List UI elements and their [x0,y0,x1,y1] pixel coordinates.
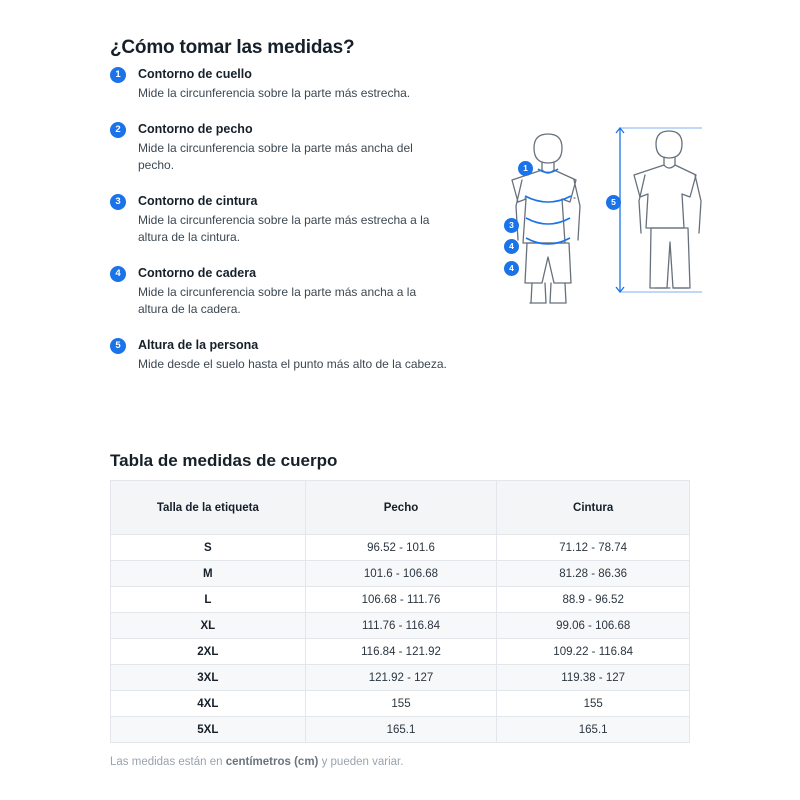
list-item [110,193,450,246]
cell-chest: 96.52 - 101.6 [305,535,497,561]
figure-badge-height: 5 [606,195,621,210]
cell-waist: 81.28 - 86.36 [497,561,690,587]
step-description: Mide desde el suelo hasta el punto más alto de la cabeza. [138,357,447,371]
cell-size: M [111,561,306,587]
cell-size: S [111,535,306,561]
cell-chest: 165.1 [305,717,497,743]
table-row [111,561,690,587]
cell-waist: 165.1 [497,717,690,743]
table-row [111,613,690,639]
cell-size: 5XL [111,717,306,743]
table-row [111,691,690,717]
column-header-chest: Pecho [305,481,497,535]
cell-chest: 121.92 - 127 [305,665,497,691]
cell-waist: 88.9 - 96.52 [497,587,690,613]
table-header-row [111,481,690,535]
cell-chest: 155 [305,691,497,717]
cell-size: XL [111,613,306,639]
step-title: Contorno de cadera [138,266,257,280]
cell-size: 2XL [111,639,306,665]
cell-waist: 109.22 - 116.84 [497,639,690,665]
step-description: Mide la circunferencia sobre la parte más ancha a la altura de la cadera. [138,285,417,316]
list-item [110,121,450,174]
cell-waist: 119.38 - 127 [497,665,690,691]
table-row [111,717,690,743]
table-row [111,665,690,691]
cell-chest: 116.84 - 121.92 [305,639,497,665]
cell-chest: 106.68 - 111.76 [305,587,497,613]
figure-badge-chest: 3 [504,218,519,233]
step-number-badge: 1 [110,67,126,83]
footnote-after: y pueden variar. [318,756,404,768]
column-header-size: Talla de la etiqueta [111,481,306,535]
step-description: Mide la circunferencia sobre la parte más estrecha a la altura de la cintura. [138,213,430,244]
step-title: Altura de la persona [138,338,259,352]
page-title: ¿Cómo tomar las medidas? [110,36,355,58]
step-title: Contorno de cintura [138,194,258,208]
table-row [111,587,690,613]
measurements-table-wrapper [110,480,690,743]
measurements-table [110,480,690,743]
step-number-badge: 5 [110,338,126,354]
footnote-before: Las medidas están en [110,756,226,768]
step-title: Contorno de pecho [138,122,253,136]
step-description: Mide la circunferencia sobre la parte más estrecha. [138,86,411,100]
step-title: Contorno de cuello [138,67,252,81]
measure-steps-list [110,66,450,373]
figure-badge-neck: 1 [518,161,533,176]
cell-waist: 99.06 - 106.68 [497,613,690,639]
cell-size: 4XL [111,691,306,717]
cell-waist: 71.12 - 78.74 [497,535,690,561]
list-item [110,66,450,102]
step-description: Mide la circunferencia sobre la parte más ancha del pecho. [138,141,413,172]
units-footnote [110,756,403,768]
step-number-badge: 4 [110,266,126,282]
step-number-badge: 3 [110,194,126,210]
cell-chest: 101.6 - 106.68 [305,561,497,587]
cell-chest: 111.76 - 116.84 [305,613,497,639]
table-row [111,535,690,561]
list-item [110,337,450,373]
column-header-waist: Cintura [497,481,690,535]
cell-size: L [111,587,306,613]
measurement-illustration [470,110,770,340]
table-row [111,639,690,665]
footnote-units: centímetros (cm) [225,756,319,768]
step-number-badge: 2 [110,122,126,138]
figure-badge-hip: 4 [504,239,519,254]
cell-waist: 155 [497,691,690,717]
cell-size: 3XL [111,665,306,691]
body-measurements-title: Tabla de medidas de cuerpo [110,451,338,471]
figure-badge-waist: 4 [504,261,519,276]
list-item [110,265,450,318]
